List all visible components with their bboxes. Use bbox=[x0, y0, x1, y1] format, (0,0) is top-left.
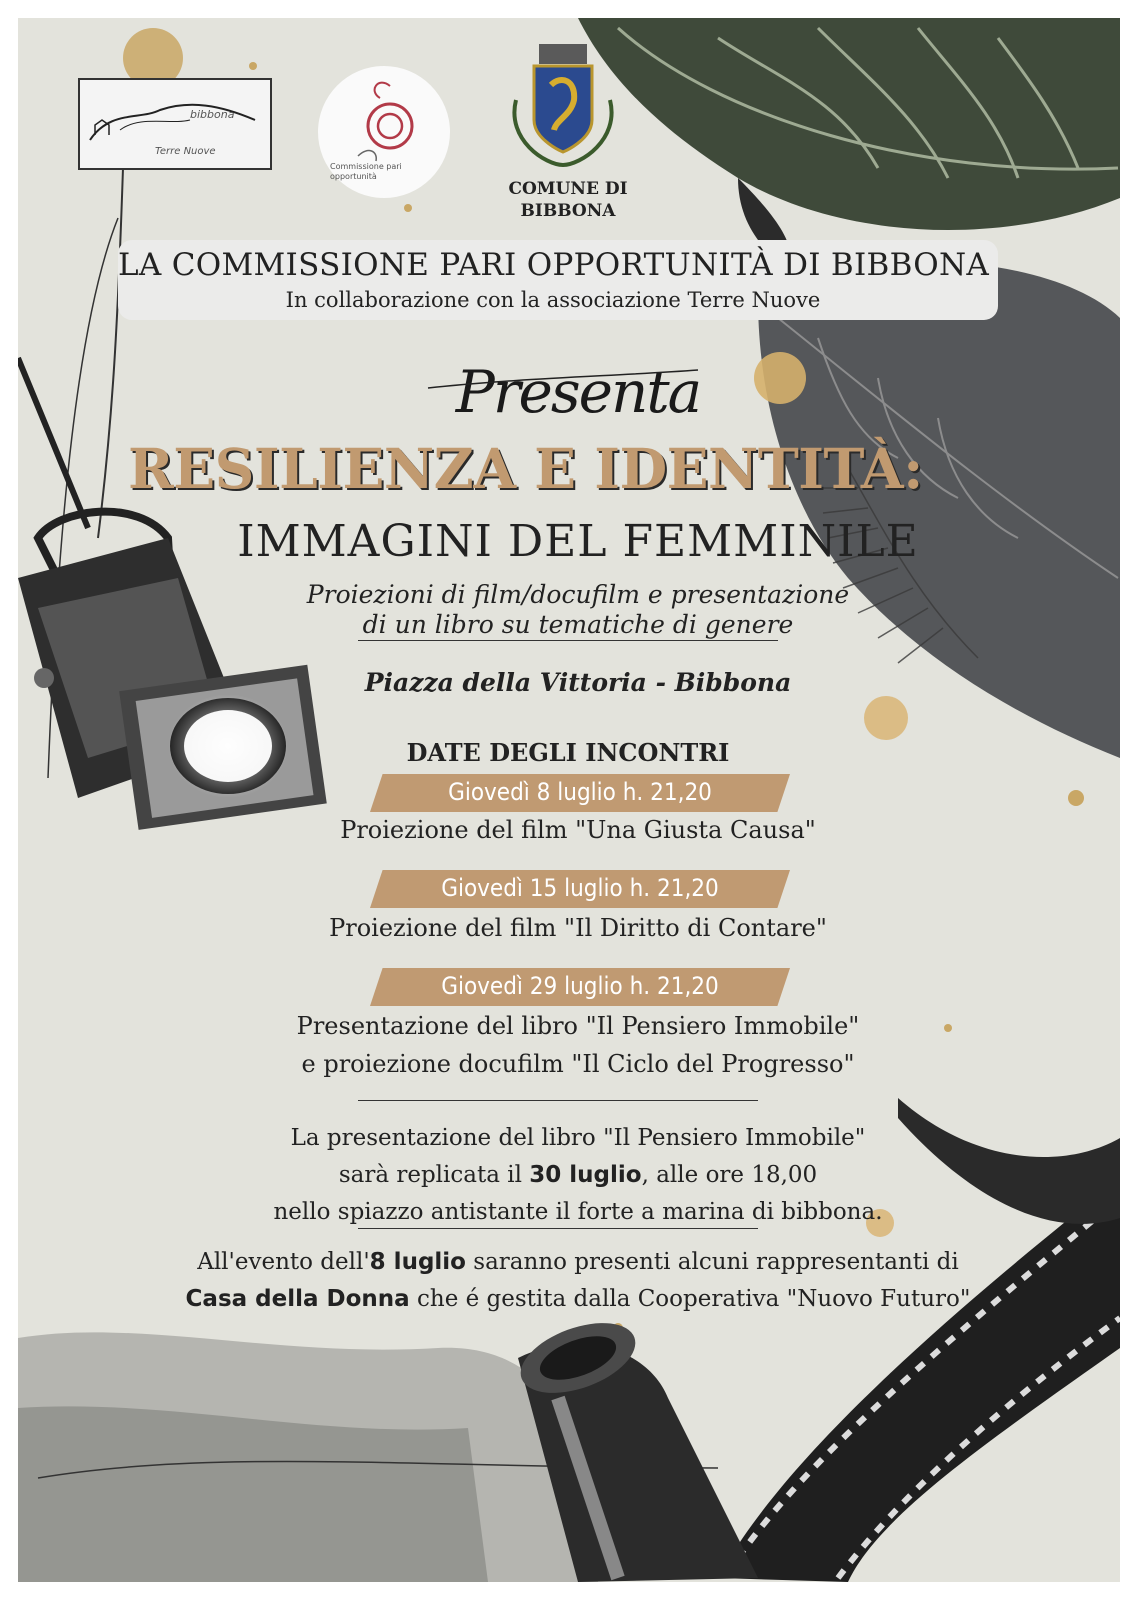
replica-line-2 bbox=[168, 1157, 988, 1194]
replica-time: , alle ore 18,00 bbox=[641, 1162, 818, 1188]
footer-line-2 bbox=[98, 1281, 1058, 1318]
dates-heading: DATE DEGLI INCONTRI bbox=[406, 738, 730, 767]
meeting-description: Proiezione del film "Una Giusta Causa" bbox=[340, 816, 816, 844]
event-subtitle: IMMAGINI DEL FEMMINILE bbox=[237, 516, 919, 567]
footer-text: che é gestita dalla Cooperativa "Nuovo Futuro" bbox=[409, 1286, 971, 1312]
footer-date: 8 luglio bbox=[369, 1249, 466, 1275]
terre-nuove-logo-text: Terre Nuove bbox=[155, 146, 216, 157]
commissione-logo bbox=[318, 66, 450, 198]
meeting-date: Giovedì 29 luglio h. 21,20 bbox=[441, 972, 719, 1000]
footer-text: All'evento dell' bbox=[197, 1249, 370, 1275]
divider bbox=[358, 1100, 758, 1101]
event-poster bbox=[18, 18, 1120, 1582]
footer-text: saranno presenti alcuni rappresentanti di bbox=[465, 1249, 959, 1275]
footer-line-1 bbox=[98, 1244, 1058, 1281]
replica-line-3: nello spiazzo antistante il forte a marina di bibbona. bbox=[273, 1199, 883, 1225]
replica-text: sarà replicata il bbox=[338, 1162, 530, 1188]
meeting-date: Giovedì 8 luglio h. 21,20 bbox=[448, 778, 712, 806]
comune-crest bbox=[496, 40, 630, 170]
presenta-underline bbox=[398, 348, 718, 408]
terre-nuove-logo bbox=[78, 78, 272, 170]
green-leaf-shape bbox=[578, 18, 1120, 230]
comune-di-bibbona-label bbox=[498, 178, 638, 222]
comune-line-2: BIBBONA bbox=[520, 201, 616, 221]
replica-notice bbox=[168, 1120, 988, 1231]
replica-date: 30 luglio bbox=[529, 1162, 642, 1188]
meeting-description: Proiezione del film "Il Diritto di Contare" bbox=[329, 914, 827, 942]
description-line-1: Proiezioni di film/docufilm e presentazione bbox=[306, 580, 850, 609]
divider bbox=[358, 1228, 758, 1229]
meeting-date: Giovedì 15 luglio h. 21,20 bbox=[441, 874, 719, 902]
event-description bbox=[168, 580, 988, 640]
bibbona-logo-text: bibbona bbox=[190, 108, 235, 121]
comune-line-1: COMUNE DI bbox=[508, 179, 628, 199]
divider bbox=[358, 640, 778, 641]
event-location: Piazza della Vittoria - Bibbona bbox=[364, 668, 792, 697]
casa-della-donna: Casa della Donna bbox=[185, 1286, 410, 1312]
meeting-description-2: e proiezione docufilm "Il Ciclo del Progresso" bbox=[301, 1050, 855, 1078]
description-line-2: di un libro su tematiche di genere bbox=[362, 610, 794, 639]
footer-notice bbox=[98, 1244, 1058, 1318]
presenta-script: Presenta bbox=[455, 358, 701, 426]
organizer-subtitle: In collaborazione con la associazione Terre Nuove bbox=[285, 288, 821, 312]
meeting-description: Presentazione del libro "Il Pensiero Immobile" bbox=[296, 1012, 860, 1040]
organizer-title: LA COMMISSIONE PARI OPPORTUNITÀ DI BIBBONA bbox=[118, 247, 990, 283]
replica-line-1: La presentazione del libro "Il Pensiero Immobile" bbox=[290, 1125, 866, 1151]
event-title: RESILIENZA E IDENTITÀ: bbox=[128, 436, 923, 501]
commissione-logo-text: Commissione pari opportunità bbox=[330, 162, 402, 181]
